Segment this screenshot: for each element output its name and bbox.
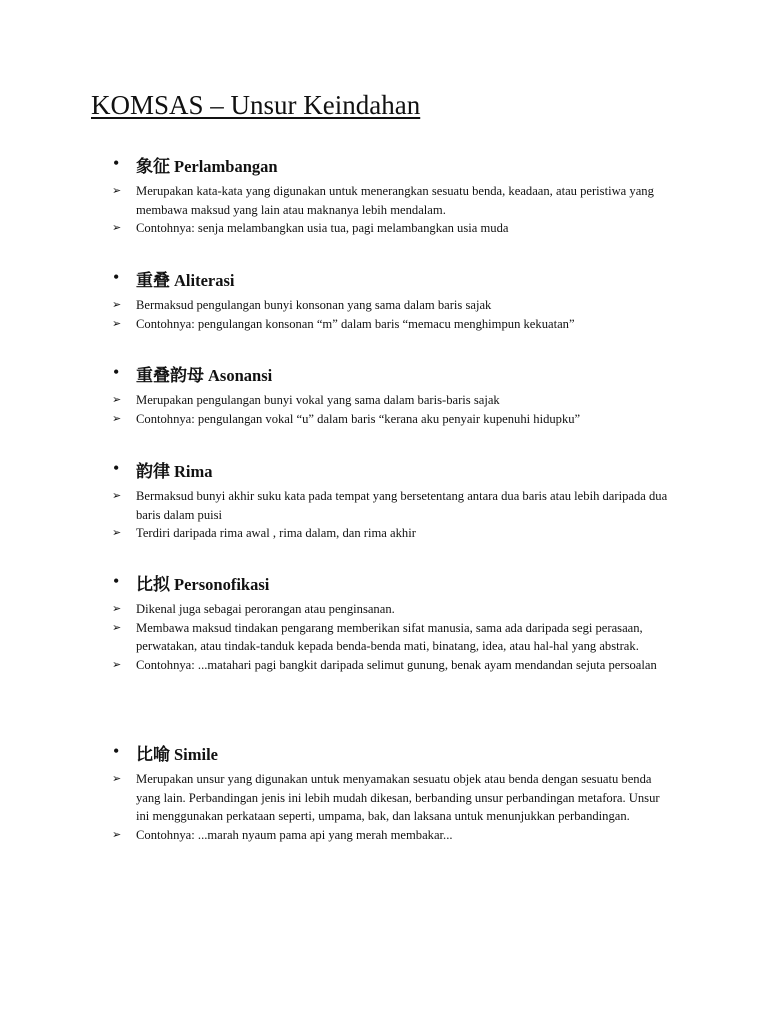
section-heading [0,570,768,596]
point-text: Contohnya: ...marah nyaum pama api yang merah membakar... [136,828,453,843]
point-text: Merupakan pengulangan bunyi vokal yang sama dalam baris-baris sajak [136,393,500,407]
heading-text [136,570,269,595]
bullet-icon: • [113,458,120,478]
heading-chinese: 象征 [136,157,170,177]
heading-label: Rima [174,462,213,481]
section-asonansi [0,361,768,428]
list-item [0,315,671,334]
point-text: Membawa maksud tindakan pengarang memberikan sifat manusia, sama ada daripada segi perasaan, perwatakan, atau tindak-tanduk kepada benda-benda mati, binatang, idea, atau hal-hal yang abstrak. [136,620,643,654]
bullet-icon: • [113,362,120,382]
section-heading [0,266,768,292]
heading-label: Perlambangan [174,157,278,176]
heading-text [136,361,272,386]
arrow-bullet-icon: ➢ [112,221,122,235]
section-aliterasi [0,266,768,333]
list-item [0,296,671,315]
list-item [0,487,671,524]
point-text: Merupakan kata-kata yang digunakan untuk menerangkan sesuatu benda, keadaan, atau peristiwa yang membawa maksud yang lain atau maknanya lebih mendalam. [136,184,654,217]
heading-chinese: 比拟 [136,575,170,595]
heading-text [136,457,213,482]
heading-chinese: 比喻 [136,745,170,765]
point-list [0,391,768,428]
arrow-bullet-icon: ➢ [112,316,122,330]
list-item [0,219,671,238]
arrow-bullet-icon: ➢ [112,602,122,615]
bullet-icon: • [113,741,120,761]
point-text: Merupakan unsur yang digunakan untuk menyamakan sesuatu objek atau benda dengan sesuatu benda yang lain. Perbandingan jenis ini lebih mudah dikesan, berbanding unsur perbandingan metafora. Unsur ini menggunakan perkataan seperti, umpama, bak, dan laksana untuk menunjukkan perbandingan. [136,772,660,824]
list-item [0,410,671,429]
heading-chinese: 重叠 [136,271,170,291]
arrow-bullet-icon: ➢ [112,772,122,785]
arrow-bullet-icon: ➢ [112,393,122,406]
arrow-bullet-icon: ➢ [112,184,122,197]
heading-label: Aliterasi [174,271,235,290]
point-list [0,487,768,543]
point-list [0,600,768,675]
arrow-bullet-icon: ➢ [112,620,122,634]
point-text: Dikenal juga sebagai perorangan atau penginsanan. [136,602,395,616]
point-text: Terdiri daripada rima awal , rima dalam, dan rima akhir [136,526,416,541]
arrow-bullet-icon: ➢ [112,828,122,842]
list-item [0,182,671,219]
point-list [0,182,768,238]
document-title: KOMSAS – Unsur Keindahan [91,90,421,120]
bullet-icon: • [113,267,120,287]
point-text: Bermaksud bunyi akhir suku kata pada tempat yang bersetentang antara dua baris atau lebih daripada dua baris dalam puisi [136,489,668,522]
arrow-bullet-icon: ➢ [112,411,122,425]
list-item [0,619,671,656]
section-heading [0,457,768,483]
section-heading [0,740,768,766]
section-heading [0,152,768,178]
heading-chinese: 韵律 [136,462,170,482]
heading-chinese: 重叠韵母 [136,366,204,386]
bullet-icon: • [113,153,120,173]
list-item [0,826,671,845]
point-text: Contohnya: ...matahari pagi bangkit daripada selimut gunung, benak ayam mendandan sejuta persoalan [136,658,657,673]
arrow-bullet-icon: ➢ [112,526,122,540]
heading-text [136,152,278,177]
arrow-bullet-icon: ➢ [112,658,122,672]
point-list [0,770,768,845]
heading-text [136,740,218,765]
point-text: Contohnya: senja melambangkan usia tua, pagi melambangkan usia muda [136,221,509,236]
section-rima [0,457,768,543]
list-item [0,600,671,619]
list-item [0,770,671,826]
heading-text [136,266,234,291]
list-item [0,391,671,410]
point-list [0,296,768,333]
point-text: Contohnya: pengulangan vokal “u” dalam baris “kerana aku penyair kupenuhi hidupku” [136,411,581,426]
point-text: Bermaksud pengulangan bunyi konsonan yang sama dalam baris sajak [136,298,492,312]
list-item [0,656,671,675]
bullet-icon: • [113,571,120,591]
heading-label: Simile [174,745,218,764]
section-perlambangan [0,152,768,238]
section-heading [0,361,768,387]
list-item [0,524,671,543]
heading-label: Personofikasi [174,575,270,594]
arrow-bullet-icon: ➢ [112,489,122,502]
section-personofikasi [0,570,768,675]
point-text: Contohnya: pengulangan konsonan “m” dalam baris “memacu menghimpun kekuatan” [136,316,575,331]
section-simile [0,740,768,845]
arrow-bullet-icon: ➢ [112,298,122,311]
heading-label: Asonansi [208,366,273,385]
